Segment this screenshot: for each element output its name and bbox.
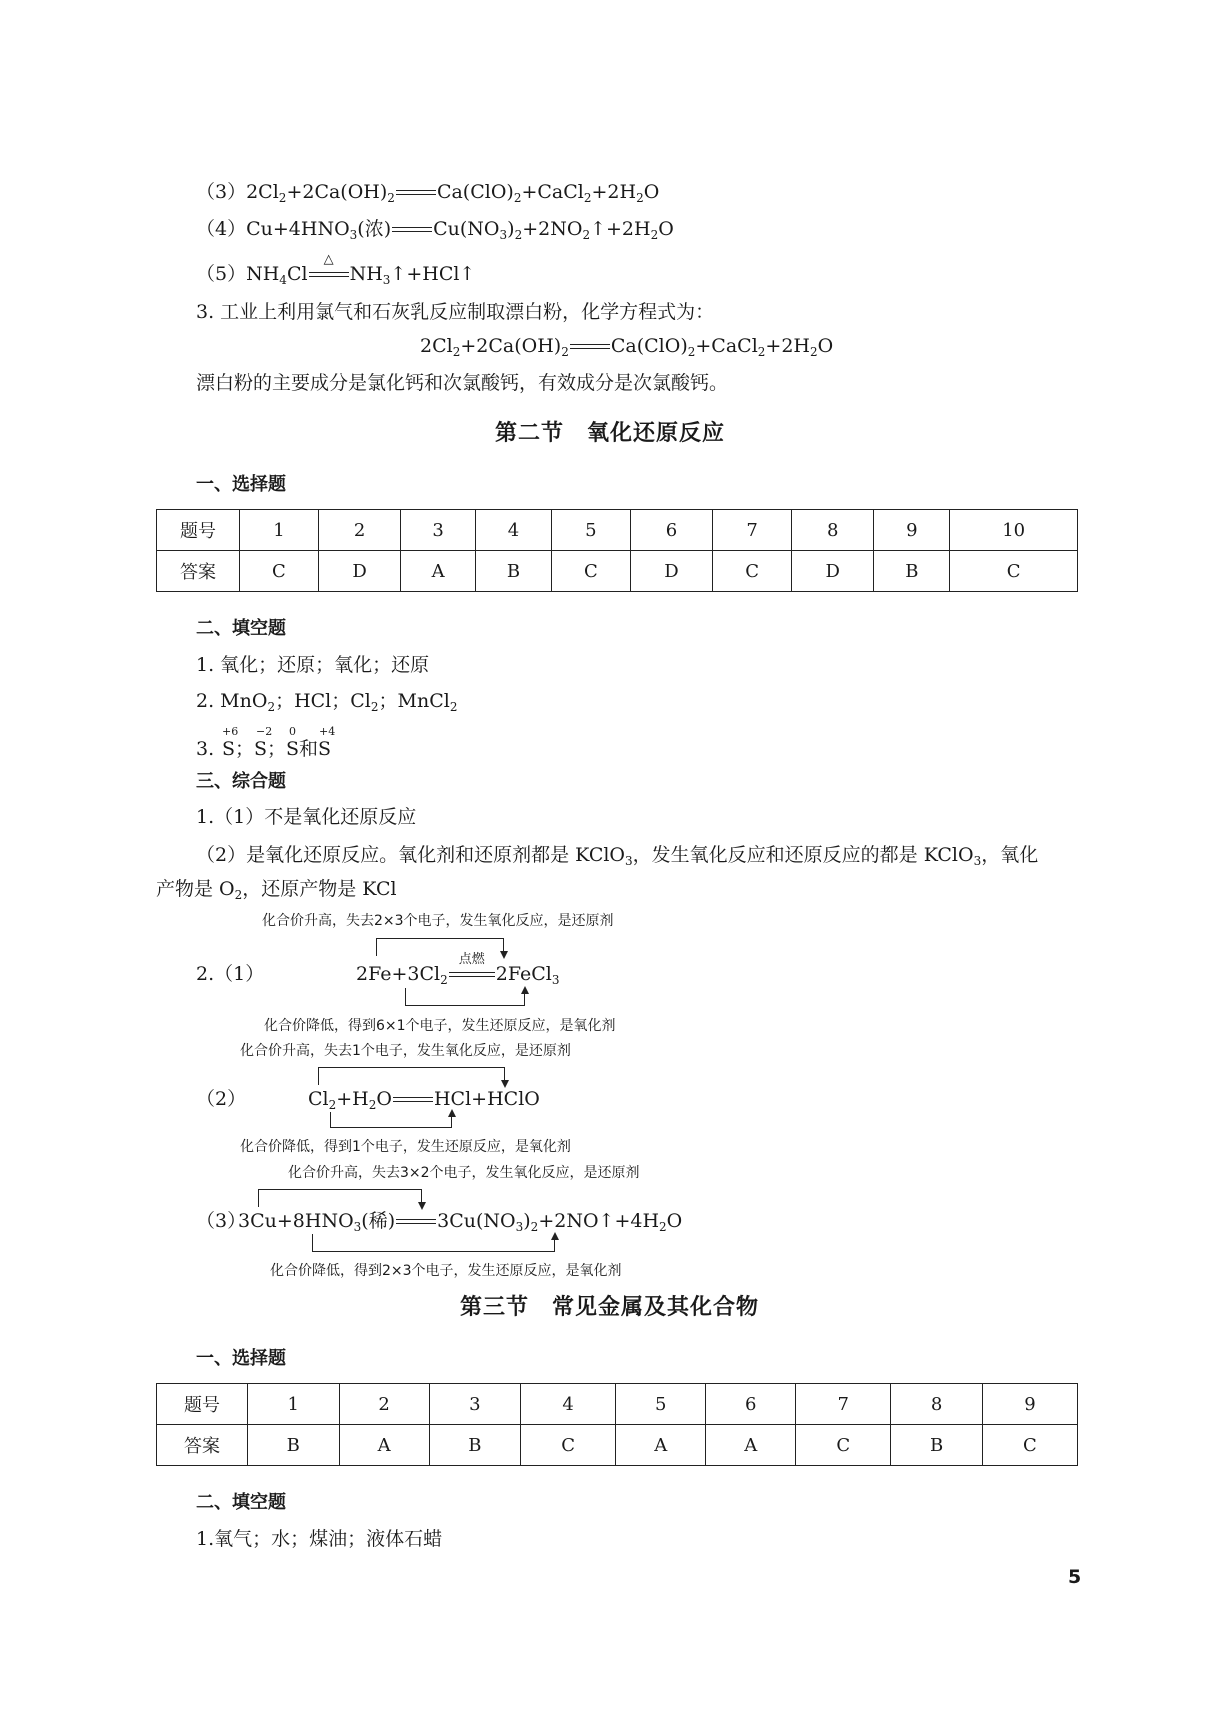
reaction-3-label: （3） bbox=[196, 1210, 247, 1232]
fill-answer-3-label: 3. bbox=[196, 738, 215, 760]
fill-answer-3: S；S；S和S bbox=[222, 738, 332, 760]
table-cell: 7 bbox=[796, 1384, 891, 1425]
page-number: 5 bbox=[1068, 1566, 1082, 1588]
reaction-1-equation: $2Fe+3Cl_2$ 点燃 2FeCl$_3$ bbox=[356, 952, 560, 987]
equation-4: $(4)Cu+4HNO_3$(浓) $Cu(NO_3)_2+2NO_2↑+2H_2O$ bbox=[196, 218, 674, 242]
table-answer-row bbox=[157, 551, 1078, 592]
table-header-row bbox=[157, 510, 1078, 551]
question-3-conclusion: 漂白粉的主要成分是氯化钙和次氯酸钙，有效成分是次氯酸钙。 bbox=[196, 372, 729, 394]
section-3-fill-answer-1: 1.氧气；水；煤油；液体石蜡 bbox=[196, 1528, 443, 1550]
table-cell: 3 bbox=[401, 510, 476, 551]
table-cell: B bbox=[874, 551, 950, 592]
table-cell: B bbox=[891, 1425, 983, 1466]
table-cell: A bbox=[706, 1425, 796, 1466]
bracket-line bbox=[405, 1005, 525, 1006]
bracket-line bbox=[318, 1067, 505, 1068]
reaction-2-bottom-note: 化合价降低，得到1个电子，发生还原反应，是氧化剂 bbox=[240, 1139, 571, 1155]
table-cell: 9 bbox=[982, 1384, 1077, 1425]
table-cell: B bbox=[248, 1425, 340, 1466]
table-cell: 题号 bbox=[157, 510, 240, 551]
section-3-fill-heading: 二、填空题 bbox=[196, 1492, 286, 1513]
arrow-head bbox=[448, 1109, 456, 1117]
table-cell: 5 bbox=[616, 1384, 706, 1425]
table-cell: C bbox=[796, 1425, 891, 1466]
table-cell: 5 bbox=[551, 510, 630, 551]
reaction-2-equation: $Cl_2+H_2O$ HCl+HClO bbox=[308, 1088, 540, 1112]
table-cell: B bbox=[475, 551, 551, 592]
bracket-line bbox=[405, 988, 406, 1006]
table-cell: A bbox=[401, 551, 476, 592]
table-cell: C bbox=[521, 1425, 616, 1466]
table-cell: A bbox=[616, 1425, 706, 1466]
reaction-3-top-note: 化合价升高，失去3×2个电子，发生氧化反应，是还原剂 bbox=[288, 1165, 640, 1181]
section-2-choice-heading: 一、选择题 bbox=[196, 474, 286, 495]
bracket-line bbox=[330, 1112, 331, 1128]
oxidation-number: +4 bbox=[319, 725, 336, 738]
reaction-1-label: 2.（1） bbox=[196, 963, 265, 985]
table-cell: 答案 bbox=[157, 551, 240, 592]
arrow-head bbox=[521, 986, 529, 994]
table-cell: 7 bbox=[713, 510, 792, 551]
reaction-3-bottom-note: 化合价降低，得到2×3个电子，发生还原反应，是氧化剂 bbox=[270, 1263, 622, 1279]
table-cell: C bbox=[551, 551, 630, 592]
table-cell: C bbox=[950, 551, 1078, 592]
arrow-head bbox=[551, 1232, 559, 1240]
table-cell: 题号 bbox=[157, 1384, 248, 1425]
section-2-comprehensive-heading: 三、综合题 bbox=[196, 771, 286, 792]
bracket-line bbox=[318, 1067, 319, 1085]
reaction-1-bottom-note: 化合价降低，得到6×1个电子，发生还原反应，是氧化剂 bbox=[264, 1018, 616, 1034]
table-cell: 1 bbox=[248, 1384, 340, 1425]
table-cell: D bbox=[792, 551, 874, 592]
arrow-head bbox=[418, 1202, 426, 1210]
fill-answer-1: 1. 氧化；还原；氧化；还原 bbox=[196, 654, 430, 676]
table-cell: 4 bbox=[521, 1384, 616, 1425]
oxidation-number: −2 bbox=[256, 725, 273, 738]
bracket-line bbox=[376, 938, 504, 939]
arrow-head bbox=[500, 951, 508, 959]
reaction-1-top-note: 化合价升高，失去2×3个电子，发生氧化反应，是还原剂 bbox=[262, 913, 614, 929]
section-2-answer-table bbox=[156, 509, 1078, 592]
comprehensive-answer-1-2-line2: 产物是 $O_2$，还原产物是 KCl bbox=[156, 878, 397, 902]
table-cell: C bbox=[982, 1425, 1077, 1466]
table-cell: 8 bbox=[792, 510, 874, 551]
table-cell: A bbox=[339, 1425, 429, 1466]
fill-answer-2: 2. MnO$_2$；HCl；$Cl_2$；MnCl$_2$ bbox=[196, 690, 458, 714]
table-cell: 2 bbox=[318, 510, 400, 551]
comprehensive-answer-1-2-line1: （2）是氧化还原反应。氧化剂和还原剂都是 KClO$_3$，发生氧化反应和还原反应的都是 KClO$_3$，氧化 bbox=[196, 844, 1039, 868]
bracket-line bbox=[258, 1189, 259, 1207]
section-2-title: 第二节 氧化还原反应 bbox=[495, 420, 726, 446]
section-3-title: 第三节 常见金属及其化合物 bbox=[460, 1294, 760, 1320]
table-cell: 3 bbox=[429, 1384, 521, 1425]
table-cell: 4 bbox=[475, 510, 551, 551]
table-cell: D bbox=[318, 551, 400, 592]
table-cell: 2 bbox=[339, 1384, 429, 1425]
section-3-choice-heading: 一、选择题 bbox=[196, 1348, 286, 1369]
reaction-3-equation: $3Cu+8HNO_3$(稀) $3Cu(NO_3)_2+2NO↑+4H_2O$ bbox=[238, 1210, 683, 1234]
table-cell: C bbox=[240, 551, 319, 592]
table-cell: D bbox=[630, 551, 712, 592]
bracket-line bbox=[376, 938, 377, 956]
question-3-text: 3. 工业上利用氯气和石灰乳反应制取漂白粉，化学方程式为： bbox=[196, 301, 715, 323]
oxidation-number: 0 bbox=[289, 725, 296, 738]
section-2-fill-heading: 二、填空题 bbox=[196, 618, 286, 639]
table-cell: 9 bbox=[874, 510, 950, 551]
arrow-head bbox=[501, 1080, 509, 1088]
bracket-line bbox=[312, 1251, 555, 1252]
section-3-answer-table bbox=[156, 1383, 1078, 1466]
table-cell: 8 bbox=[891, 1384, 983, 1425]
table-cell: 6 bbox=[630, 510, 712, 551]
table-header-row bbox=[157, 1384, 1078, 1425]
table-cell: 1 bbox=[240, 510, 319, 551]
bleach-equation: $2Cl_2+2Ca(OH)_2$ $Ca(ClO)_2+CaCl_2+2H_2O$ bbox=[420, 335, 834, 359]
reaction-2-label: （2） bbox=[196, 1088, 247, 1110]
table-cell: 答案 bbox=[157, 1425, 248, 1466]
table-cell: 10 bbox=[950, 510, 1078, 551]
bracket-line bbox=[312, 1234, 313, 1252]
equation-5: $(5)NH_4Cl$ △ $NH_3↑+HCl↑$ bbox=[196, 252, 476, 287]
reaction-2-top-note: 化合价升高，失去1个电子，发生氧化反应，是还原剂 bbox=[240, 1043, 571, 1059]
bracket-line bbox=[330, 1127, 452, 1128]
table-answer-row bbox=[157, 1425, 1078, 1466]
bracket-line bbox=[554, 1238, 555, 1252]
table-cell: B bbox=[429, 1425, 521, 1466]
equation-3: $(3)2Cl_2+2Ca(OH)_2$ $Ca(ClO)_2+CaCl_2+2H_2O$ bbox=[196, 181, 660, 205]
table-cell: 6 bbox=[706, 1384, 796, 1425]
comprehensive-answer-1-1: 1.（1）不是氧化还原反应 bbox=[196, 806, 417, 828]
bracket-line bbox=[524, 992, 525, 1006]
oxidation-number: +6 bbox=[222, 725, 239, 738]
table-cell: C bbox=[713, 551, 792, 592]
bracket-line bbox=[258, 1189, 422, 1190]
